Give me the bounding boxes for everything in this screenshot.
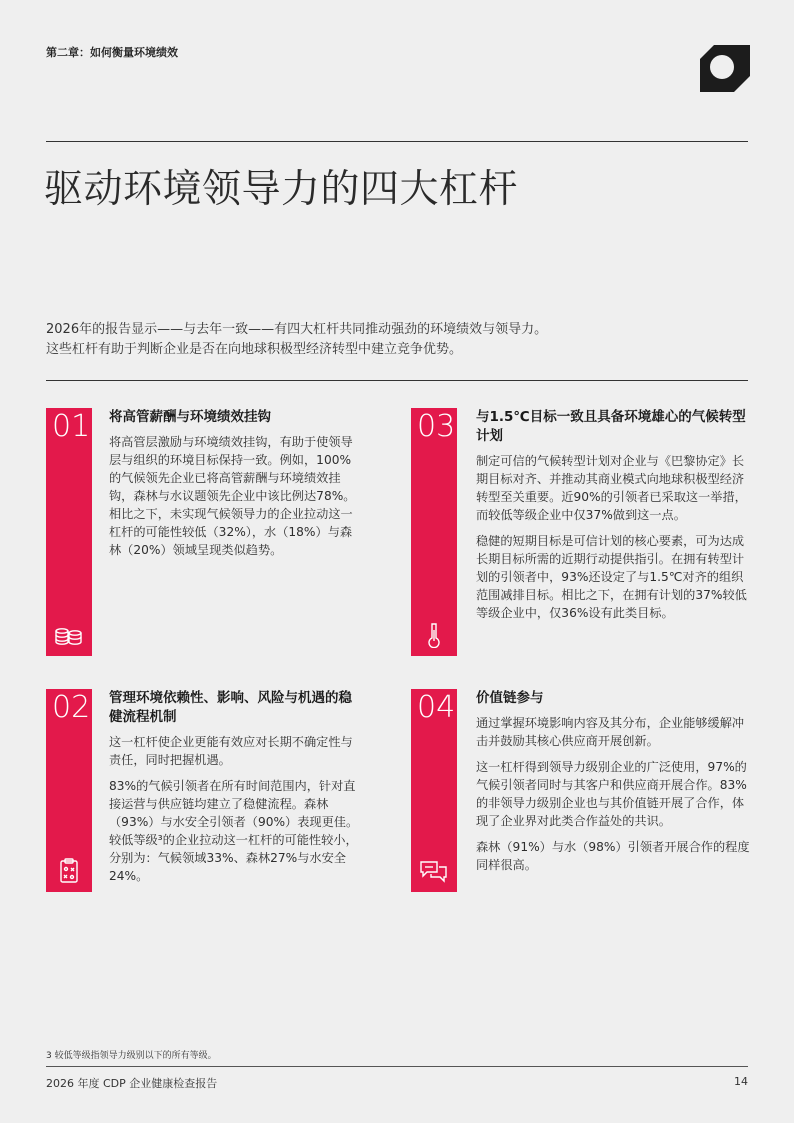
lever-title: 将高管薪酬与环境绩效挂钩	[109, 409, 271, 425]
lever-paragraph: 森林（91%）与水（98%）引领者开展合作的程度同样很高。	[476, 840, 750, 872]
lever-number: 02	[52, 690, 91, 725]
lever-paragraph: 稳健的短期目标是可信计划的核心要素，可为达成长期目标所需的近期行动提供指引。在拥有转型计划的引领者中，93%还设定了与1.5℃对齐的组织范围减排目标。相比之下，在拥有计划的37%较低等级企业中，仅36%设有此类目标。	[476, 534, 747, 620]
lever-paragraph: 这一杠杆得到领导力级别企业的广泛使用，97%的气候引领者同时与其客户和供应商开展合作。83%的非领导力级别企业也与其价值链开展了合作，体现了企业界对此类合作益处的共识。	[476, 760, 747, 828]
chat-bubbles-icon	[419, 858, 449, 884]
chapter-label: 第二章：如何衡量环境绩效	[46, 46, 178, 59]
thermometer-icon	[419, 622, 449, 648]
lever-badge	[46, 408, 92, 656]
page-number: 14	[734, 1075, 748, 1088]
lever-title: 与1.5℃目标一致且具备环境雄心的气候转型计划	[476, 409, 746, 444]
lever-content	[109, 689, 359, 893]
intro-text	[46, 320, 751, 360]
clipboard-icon	[54, 858, 84, 884]
lever-paragraph: 通过掌握环境影响内容及其分布，企业能够缓解冲击并鼓励其核心供应商开展创新。	[476, 716, 745, 748]
lever-badge	[46, 689, 92, 892]
lever-badge	[411, 408, 457, 656]
page-title: 驱动环境领导力的四大杠杆	[44, 167, 519, 212]
lever-content	[476, 689, 751, 882]
lever-number: 01	[52, 409, 91, 444]
lever-badge	[411, 689, 457, 892]
cdp-logo	[700, 45, 750, 92]
header-divider	[46, 141, 748, 142]
intro-line: 2026年的报告显示——与去年一致——有四大杠杆共同推动强劲的环境绩效与领导力。	[46, 322, 548, 337]
footer-report-title: 2026 年度 CDP 企业健康检查报告	[46, 1077, 218, 1090]
footnote: 3 较低等级指领导力级别以下的所有等级。	[46, 1051, 217, 1061]
lever-title: 价值链参与	[476, 690, 544, 706]
lever-paragraph: 制定可信的气候转型计划对企业与《巴黎协定》长期目标对齐、并推动其商业模式向地球积极型经济转型至关重要。近90%的引领者已采取这一举措，而较低等级企业中仅37%做到这一点。	[476, 454, 747, 522]
coins-icon	[54, 622, 84, 648]
intro-line: 这些杠杆有助于判断企业是否在向地球积极型经济转型中建立竞争优势。	[46, 342, 463, 357]
lever-paragraph: 将高管层激励与环境绩效挂钩，有助于使领导层与组织的环境目标保持一致。例如，100%的气候领先企业已将高管薪酬与环境绩效挂钩，森林与水议题领先企业中该比例达78%。相比之下，未实现气候领导力的企业拉动这一杠杆的可能性较低（32%），水（18%）与森林（20%）领域呈现类似趋势。	[109, 435, 356, 557]
lever-title: 管理环境依赖性、影响、风险与机遇的稳健流程机制	[109, 690, 352, 725]
lever-content	[109, 408, 357, 567]
lever-number: 03	[417, 409, 456, 444]
footer-divider	[46, 1066, 748, 1067]
lever-content	[476, 408, 751, 630]
lever-paragraph: 这一杠杆使企业更能有效应对长期不确定性与责任，同时把握机遇。	[109, 735, 353, 767]
lever-paragraph: 83%的气候引领者在所有时间范围内，针对直接运营与供应链均建立了稳健流程。森林（93%）与水安全引领者（90%）表现更佳。较低等级³的企业拉动这一杠杆的可能性较小，分别为：气候领域33%、森林27%与水安全24%。	[109, 779, 359, 883]
intro-divider	[46, 380, 748, 381]
lever-number: 04	[417, 690, 456, 725]
